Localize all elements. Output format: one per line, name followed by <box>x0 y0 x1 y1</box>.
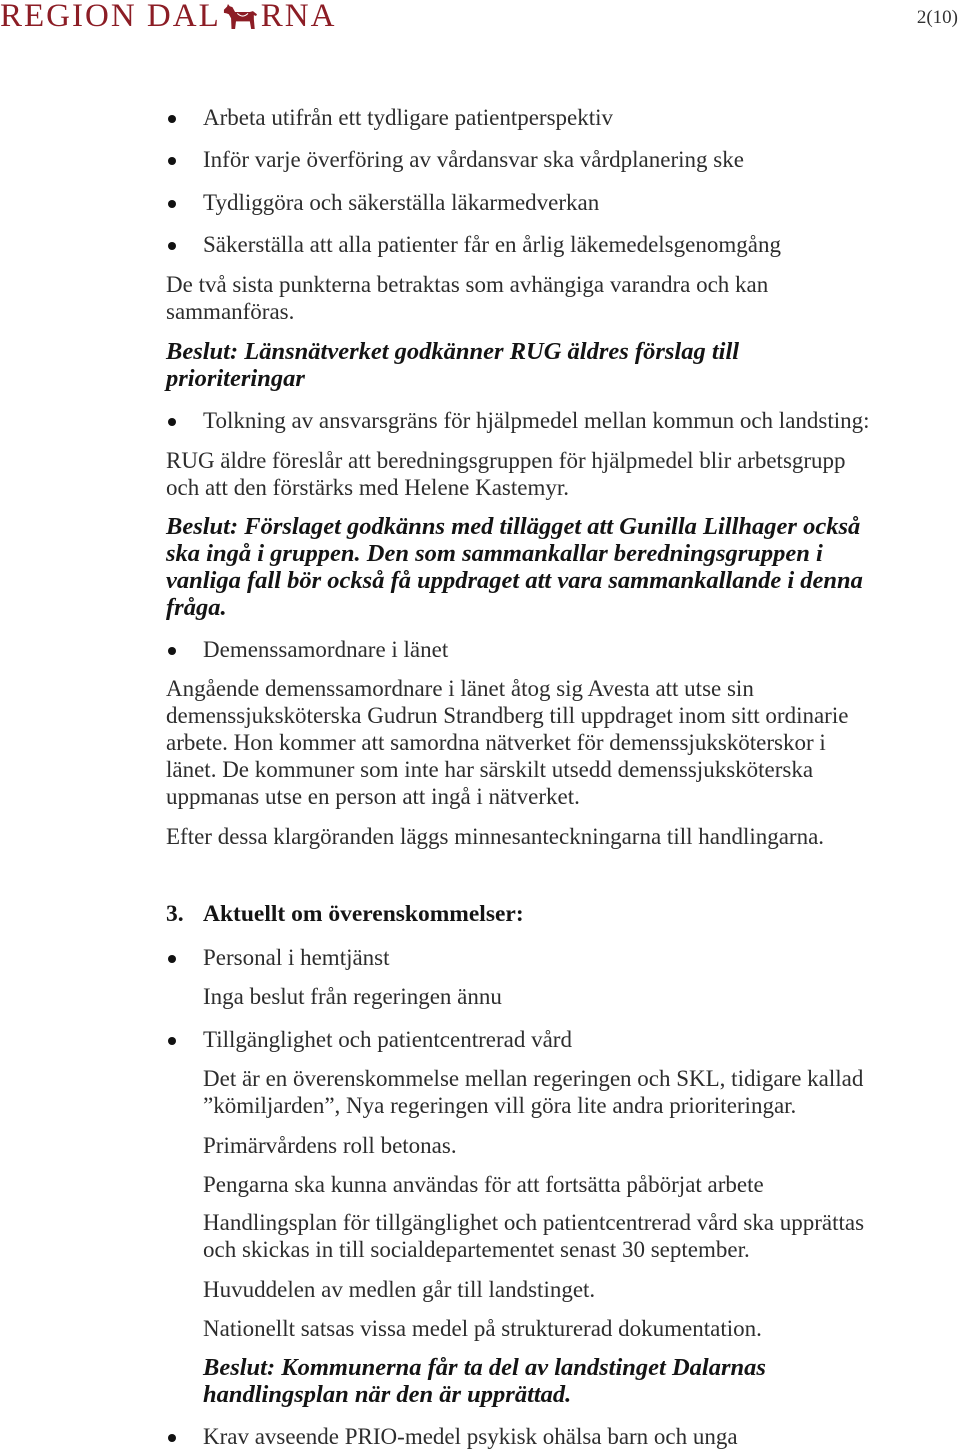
decision-paragraph <box>166 513 863 621</box>
text-line: arbete. Hon kommer att samordna nätverket för demenssjuksköterskor i <box>166 730 826 755</box>
decision-paragraph <box>166 338 739 392</box>
bullet-text: Personal i hemtjänst <box>203 945 390 970</box>
bullet-icon <box>168 1037 176 1045</box>
indented-paragraph <box>203 1171 764 1198</box>
text-line: länet. De kommuner som inte har särskilt utsedd demenssjuksköterska <box>166 757 814 782</box>
region-dalarna-logo <box>0 0 336 33</box>
indented-paragraph <box>203 983 502 1010</box>
decision-line: prioriteringar <box>166 365 305 392</box>
bullet-text: Inför varje överföring av vårdansvar ska vårdplanering ske <box>203 147 744 172</box>
text-line: Det är en överenskommelse mellan regeringen och SKL, tidigare kallad <box>203 1066 864 1091</box>
indented-paragraph <box>203 1065 863 1119</box>
decision-line: Beslut: Förslaget godkänns med tillägget att Gunilla Lillhager också <box>166 513 861 540</box>
bullet-list-item <box>0 944 940 971</box>
text-line: Handlingsplan för tillgänglighet och patientcentrerad vård ska upprättas <box>203 1210 865 1235</box>
decision-line: ska ingå i gruppen. Den som sammankallar beredningsgruppen i <box>166 540 823 567</box>
bullet-list-item <box>0 1026 940 1053</box>
section-title: Aktuellt om överenskommelser: <box>203 901 524 927</box>
text-line: uppmanas utse en person att ingå i nätverket. <box>166 784 580 809</box>
logo-text-end: RNA <box>260 0 337 34</box>
section-heading <box>0 901 940 928</box>
comment-paragraph <box>166 675 848 810</box>
indented-paragraph <box>203 1132 457 1159</box>
bullet-text: Demenssamordnare i länet <box>203 637 449 662</box>
section-number: 3. <box>166 901 184 927</box>
bullet-icon <box>168 157 176 165</box>
bullet-list-item <box>0 636 940 663</box>
comment-paragraph <box>166 447 846 501</box>
bullet-icon <box>168 418 176 426</box>
bullet-text: Tillgänglighet och patientcentrerad vård <box>203 1027 572 1052</box>
logo-text-start: REGION DAL <box>0 0 221 34</box>
comment-paragraph <box>166 271 768 325</box>
bullet-list-item <box>0 104 940 131</box>
text-line: ”kömiljarden”, Nya regeringen vill göra lite andra prioriteringar. <box>203 1093 797 1118</box>
text-line: Primärvårdens roll betonas. <box>203 1133 457 1158</box>
bullet-icon <box>168 647 176 655</box>
indented-paragraph <box>203 1315 762 1342</box>
bullet-text: Krav avseende PRIO-medel psykisk ohälsa barn och unga <box>203 1424 738 1449</box>
bullet-list-item <box>0 407 940 434</box>
bullet-text: Säkerställa att alla patienter får en årlig läkemedelsgenomgång <box>203 232 781 257</box>
decision-line: Beslut: Länsnätverket godkänner RUG äldres förslag till <box>166 338 740 365</box>
bullet-list-item <box>0 1423 940 1450</box>
bullet-icon <box>168 955 176 963</box>
decision-line: handlingsplan när den är upprättad. <box>203 1381 572 1408</box>
bullet-text: Arbeta utifrån ett tydligare patientperspektiv <box>203 105 614 130</box>
text-line: Inga beslut från regeringen ännu <box>203 984 502 1009</box>
decision-line: vanliga fall bör också få uppdraget att vara sammankallande i denna <box>166 567 863 594</box>
text-line: sammanföras. <box>166 299 295 324</box>
bullet-icon <box>168 200 176 208</box>
horse-body <box>224 4 257 29</box>
bullet-icon <box>168 115 176 123</box>
text-line: demenssjuksköterska Gudrun Strandberg till uppdraget inom sitt ordinarie <box>166 703 849 728</box>
bullet-icon <box>168 1434 176 1442</box>
bullet-text: Tolkning av ansvarsgräns för hjälpmedel mellan kommun och landsting: <box>203 408 870 433</box>
page-number: 2(10) <box>916 7 958 28</box>
text-line: och skickas in till socialdepartementet senast 30 september. <box>203 1237 750 1262</box>
bullet-list-item <box>0 146 940 173</box>
indented-paragraph <box>203 1209 864 1263</box>
text-line: Huvuddelen av medlen går till landstinget. <box>203 1277 596 1302</box>
bullet-list-item <box>0 231 940 258</box>
text-line: Nationellt satsas vissa medel på strukturerad dokumentation. <box>203 1316 762 1341</box>
bullet-text: Tydliggöra och säkerställa läkarmedverkan <box>203 190 600 215</box>
text-line: och att den förstärks med Helene Kastemyr. <box>166 475 570 500</box>
text-line: Pengarna ska kunna användas för att fortsätta påbörjat arbete <box>203 1172 764 1197</box>
text-line: Efter dessa klargöranden läggs minnesanteckningarna till handlingarna. <box>166 824 825 849</box>
decision-paragraph <box>203 1354 766 1408</box>
indented-paragraph <box>203 1276 595 1303</box>
decision-line: Beslut: Kommunerna får ta del av landstinget Dalarnas <box>203 1354 766 1381</box>
dala-horse-icon <box>222 4 258 29</box>
bullet-list-item <box>0 189 940 216</box>
text-line: RUG äldre föreslår att beredningsgruppen för hjälpmedel blir arbetsgrupp <box>166 448 846 473</box>
text-line: Angående demenssamordnare i länet åtog sig Avesta att utse sin <box>166 676 754 701</box>
text-line: De två sista punkterna betraktas som avhängiga varandra och kan <box>166 272 769 297</box>
closing-paragraph <box>166 823 824 850</box>
bullet-icon <box>168 242 176 250</box>
decision-line: fråga. <box>166 594 227 621</box>
